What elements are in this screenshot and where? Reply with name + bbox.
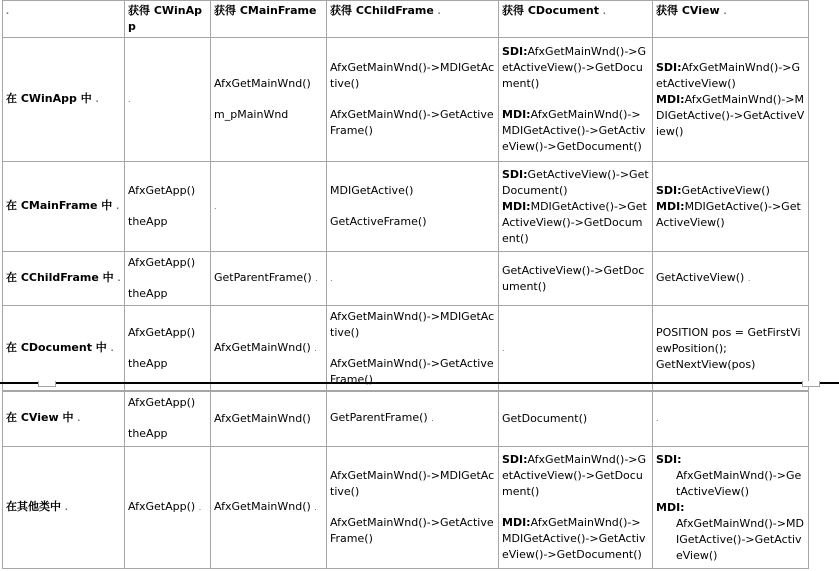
row-header-cview: 在 CView 中 . xyxy=(3,391,125,447)
row-header-other: 在其他类中 . xyxy=(3,447,125,569)
cell-empty: . xyxy=(327,252,499,306)
table-cell: SDI:AfxGetMainWnd()->GetActiveView() MDI:AfxGetMainWnd()->MDIGetActive()->GetActiveView() xyxy=(653,38,809,162)
table-cell: GetActiveView()->GetDocument() xyxy=(499,252,653,306)
table-cell: AfxGetApp() theApp xyxy=(125,391,211,447)
table-cell: SDI: AfxGetMainWnd()->GetActiveView() MDI: AfxGetMainWnd()->MDIGetActive()->GetActiveView() xyxy=(653,447,809,569)
table-row xyxy=(3,252,809,306)
table-cell: AfxGetMainWnd() . xyxy=(211,306,327,392)
table-cell: AfxGetMainWnd()->MDIGetActive() AfxGetMainWnd()->GetActiveFrame() xyxy=(327,306,499,392)
page-break-line xyxy=(0,382,839,384)
table-row xyxy=(3,38,809,162)
header-cell-cwinapp: 获得 CWinApp xyxy=(125,1,211,38)
row-header-cmainframe: 在 CMainFrame 中 . xyxy=(3,162,125,252)
table-cell: AfxGetApp() theApp xyxy=(125,162,211,252)
header-cell-cdocument: 获得 CDocument . xyxy=(499,1,653,38)
header-cell-cchildframe: 获得 CChildFrame . xyxy=(327,1,499,38)
api-table-top xyxy=(2,0,809,392)
row-header-cchildframe: 在 CChildFrame 中 . xyxy=(3,252,125,306)
table-row xyxy=(3,306,809,392)
table-cell: AfxGetApp() . xyxy=(125,447,211,569)
header-cell-cmainframe: 获得 CMainFrame xyxy=(211,1,327,38)
page-break-corner-left xyxy=(38,381,56,387)
cell-empty: . xyxy=(211,162,327,252)
row-header-cdocument: 在 CDocument 中 . xyxy=(3,306,125,392)
table-cell: SDI:AfxGetMainWnd()->GetActiveView()->GetDocument() MDI:AfxGetMainWnd()->MDIGetActive()->GetActiveView()->GetDocument() xyxy=(499,38,653,162)
table-row xyxy=(3,447,809,569)
header-cell-cview: 获得 CView . xyxy=(653,1,809,38)
page-break-corner-right xyxy=(802,381,820,387)
table-cell: AfxGetMainWnd() m_pMainWnd xyxy=(211,38,327,162)
table-cell: AfxGetMainWnd() . xyxy=(211,447,327,569)
cell-empty: . xyxy=(125,38,211,162)
table-cell: MDIGetActive() GetActiveFrame() xyxy=(327,162,499,252)
table-cell: AfxGetApp() theApp xyxy=(125,252,211,306)
table-cell: POSITION pos = GetFirstViewPosition(); GetNextView(pos) xyxy=(653,306,809,392)
table-cell: SDI:GetActiveView()->GetDocument() MDI:MDIGetActive()->GetActiveView()->GetDocument() xyxy=(499,162,653,252)
table-cell: AfxGetApp() theApp xyxy=(125,306,211,392)
table-cell: GetParentFrame() . xyxy=(211,252,327,306)
row-header-cwinapp: 在 CWinApp 中 . xyxy=(3,38,125,162)
table-cell: AfxGetMainWnd()->MDIGetActive() AfxGetMainWnd()->GetActiveFrame() xyxy=(327,38,499,162)
table-cell: GetParentFrame() . xyxy=(327,391,499,447)
cell-empty: . xyxy=(653,391,809,447)
api-table-bottom xyxy=(2,390,809,569)
table-cell: GetActiveView() . xyxy=(653,252,809,306)
table-cell: GetDocument() xyxy=(499,391,653,447)
table-cell: SDI:GetActiveView() MDI:MDIGetActive()->GetActiveView() xyxy=(653,162,809,252)
table-cell: AfxGetMainWnd()->MDIGetActive() AfxGetMainWnd()->GetActiveFrame() xyxy=(327,447,499,569)
table-row xyxy=(3,162,809,252)
table-cell: AfxGetMainWnd() xyxy=(211,391,327,447)
header-cell-corner: . xyxy=(3,1,125,38)
table-cell: SDI:AfxGetMainWnd()->GetActiveView()->GetDocument() MDI:AfxGetMainWnd()->MDIGetActive()->GetActiveView()->GetDocument() xyxy=(499,447,653,569)
cell-empty: . xyxy=(499,306,653,392)
header-row xyxy=(3,1,809,38)
table-row xyxy=(3,391,809,447)
